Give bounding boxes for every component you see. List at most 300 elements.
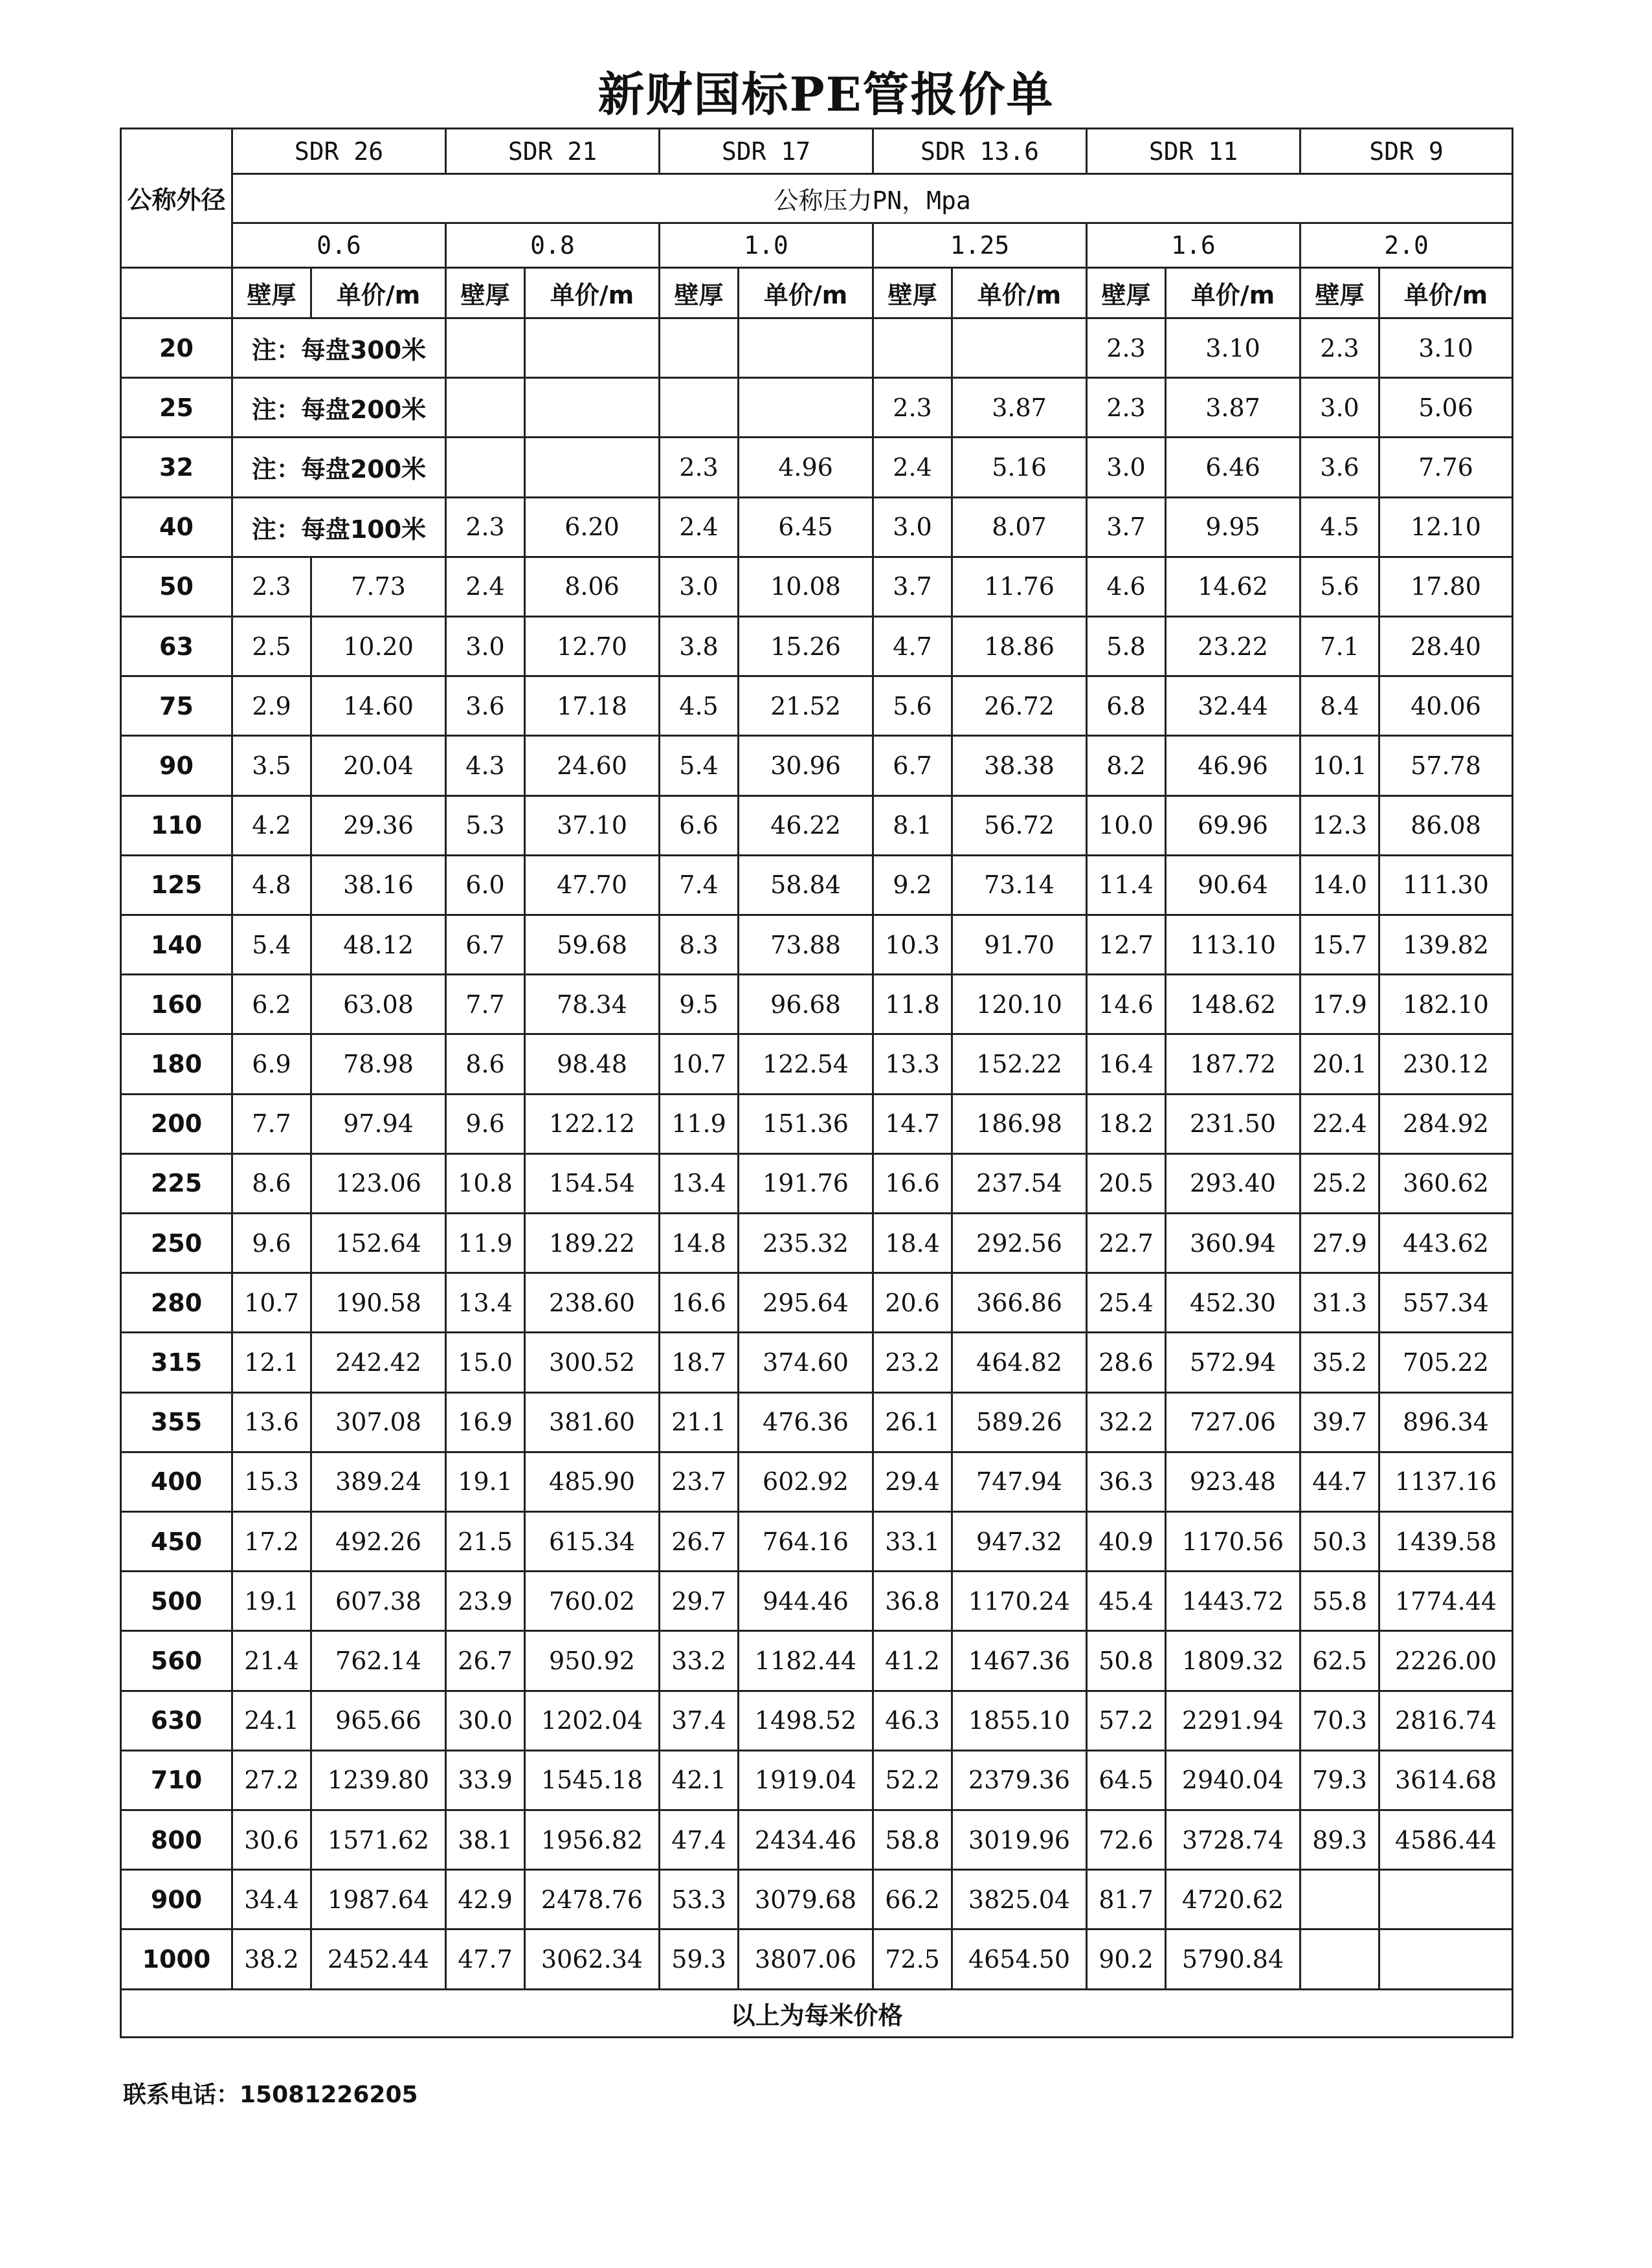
wall-thickness-cell: 10.1: [1300, 736, 1379, 795]
wall-thickness-cell: 16.6: [873, 1153, 952, 1213]
price-header: 单价/m: [1379, 267, 1513, 318]
unit-price-cell: 1987.64: [311, 1870, 446, 1929]
unit-price-cell: 2226.00: [1379, 1631, 1513, 1691]
unit-price-cell: 78.34: [525, 975, 660, 1034]
unit-price-cell: 485.90: [525, 1452, 660, 1511]
wall-thickness-cell: [1300, 1870, 1379, 1929]
table-row: [121, 557, 1513, 616]
outer-diameter-cell: 630: [121, 1691, 232, 1750]
unit-price-cell: 2291.94: [1166, 1691, 1300, 1750]
wall-thickness-cell: 23.7: [660, 1452, 739, 1511]
wall-thickness-cell: 2.5: [232, 616, 311, 676]
od-header: 公称外径: [121, 129, 232, 268]
wall-thickness-cell: 2.4: [446, 557, 525, 616]
wall-thickness-cell: 79.3: [1300, 1750, 1379, 1810]
unit-price-cell: 182.10: [1379, 975, 1513, 1034]
unit-price-cell: 151.36: [739, 1094, 873, 1153]
table-row: [121, 1810, 1513, 1870]
thickness-header: 壁厚: [1300, 267, 1379, 318]
wall-thickness-cell: 6.0: [446, 855, 525, 915]
table-row: [121, 676, 1513, 736]
wall-thickness-cell: 16.6: [660, 1273, 739, 1333]
wall-thickness-cell: 14.7: [873, 1094, 952, 1153]
outer-diameter-cell: 900: [121, 1870, 232, 1929]
wall-thickness-cell: 50.3: [1300, 1512, 1379, 1572]
wall-thickness-cell: 52.2: [873, 1750, 952, 1810]
unit-price-cell: [739, 318, 873, 377]
unit-price-cell: 231.50: [1166, 1094, 1300, 1153]
wall-thickness-cell: 12.1: [232, 1333, 311, 1392]
unit-price-cell: 300.52: [525, 1333, 660, 1392]
wall-thickness-cell: 9.2: [873, 855, 952, 915]
wall-thickness-cell: 3.5: [232, 736, 311, 795]
unit-price-cell: 1170.24: [952, 1572, 1087, 1631]
wall-thickness-cell: 89.3: [1300, 1810, 1379, 1870]
outer-diameter-cell: 40: [121, 497, 232, 557]
price-header: 单价/m: [311, 267, 446, 318]
pn-header: 1.0: [660, 223, 873, 267]
unit-price-cell: 24.60: [525, 736, 660, 795]
unit-price-cell: 235.32: [739, 1214, 873, 1273]
wall-thickness-cell: 19.1: [232, 1572, 311, 1631]
wall-thickness-cell: 6.2: [232, 975, 311, 1034]
unit-price-cell: 122.12: [525, 1094, 660, 1153]
wall-thickness-cell: 9.6: [232, 1214, 311, 1273]
wall-thickness-cell: 11.4: [1087, 855, 1166, 915]
table-row: [121, 736, 1513, 795]
unit-price-cell: 366.86: [952, 1273, 1087, 1333]
outer-diameter-cell: 280: [121, 1273, 232, 1333]
table-row: [121, 1691, 1513, 1750]
unit-price-cell: 1571.62: [311, 1810, 446, 1870]
wall-thickness-cell: 13.3: [873, 1034, 952, 1094]
wall-thickness-cell: 27.9: [1300, 1214, 1379, 1273]
wall-thickness-cell: 57.2: [1087, 1691, 1166, 1750]
outer-diameter-cell: 315: [121, 1333, 232, 1392]
wall-thickness-cell: 4.3: [446, 736, 525, 795]
outer-diameter-cell: 225: [121, 1153, 232, 1213]
unit-price-cell: 1956.82: [525, 1810, 660, 1870]
wall-thickness-cell: 10.8: [446, 1153, 525, 1213]
unit-price-cell: 21.52: [739, 676, 873, 736]
unit-price-cell: 360.94: [1166, 1214, 1300, 1273]
thickness-header: 壁厚: [873, 267, 952, 318]
unit-price-cell: 14.60: [311, 676, 446, 736]
wall-thickness-cell: 21.4: [232, 1631, 311, 1691]
wall-thickness-cell: 2.4: [660, 497, 739, 557]
unit-price-cell: 23.22: [1166, 616, 1300, 676]
unit-price-cell: 1545.18: [525, 1750, 660, 1810]
wall-thickness-cell: 2.4: [873, 438, 952, 497]
pn-header: 1.25: [873, 223, 1087, 267]
wall-thickness-cell: 45.4: [1087, 1572, 1166, 1631]
unit-price-cell: 40.06: [1379, 676, 1513, 736]
unit-price-cell: [525, 438, 660, 497]
wall-thickness-cell: 3.6: [1300, 438, 1379, 497]
unit-price-cell: 3.87: [1166, 378, 1300, 438]
wall-thickness-cell: 5.6: [873, 676, 952, 736]
unit-price-cell: 38.16: [311, 855, 446, 915]
unit-price-cell: 242.42: [311, 1333, 446, 1392]
unit-price-cell: 1467.36: [952, 1631, 1087, 1691]
unit-price-cell: 152.64: [311, 1214, 446, 1273]
wall-thickness-cell: 50.8: [1087, 1631, 1166, 1691]
unit-price-cell: 360.62: [1379, 1153, 1513, 1213]
table-row: [121, 497, 1513, 557]
wall-thickness-cell: 47.7: [446, 1929, 525, 1989]
unit-price-cell: 4654.50: [952, 1929, 1087, 1989]
wall-thickness-cell: 90.2: [1087, 1929, 1166, 1989]
unit-price-cell: 148.62: [1166, 975, 1300, 1034]
unit-price-cell: 464.82: [952, 1333, 1087, 1392]
wall-thickness-cell: 10.7: [660, 1034, 739, 1094]
footer-row: [121, 1989, 1513, 2037]
unit-price-cell: 1498.52: [739, 1691, 873, 1750]
wall-thickness-cell: 2.3: [446, 497, 525, 557]
wall-thickness-cell: 9.6: [446, 1094, 525, 1153]
unit-price-cell: 1182.44: [739, 1631, 873, 1691]
wall-thickness-cell: 25.2: [1300, 1153, 1379, 1213]
table-row: [121, 795, 1513, 855]
unit-price-cell: 572.94: [1166, 1333, 1300, 1392]
unit-price-cell: 2478.76: [525, 1870, 660, 1929]
unit-price-cell: 5.16: [952, 438, 1087, 497]
unit-price-cell: 120.10: [952, 975, 1087, 1034]
wall-thickness-cell: 39.7: [1300, 1392, 1379, 1452]
unit-price-cell: 3614.68: [1379, 1750, 1513, 1810]
unit-price-cell: 389.24: [311, 1452, 446, 1511]
unit-price-cell: 46.96: [1166, 736, 1300, 795]
unit-price-cell: 381.60: [525, 1392, 660, 1452]
unit-price-cell: 3.10: [1166, 318, 1300, 377]
wall-thickness-cell: 47.4: [660, 1810, 739, 1870]
unit-price-cell: 10.20: [311, 616, 446, 676]
unit-price-cell: 28.40: [1379, 616, 1513, 676]
wall-thickness-cell: 38.2: [232, 1929, 311, 1989]
unit-price-cell: 6.46: [1166, 438, 1300, 497]
wall-thickness-cell: 30.6: [232, 1810, 311, 1870]
wall-thickness-cell: 2.3: [1087, 378, 1166, 438]
table-row: [121, 1214, 1513, 1273]
pn-header: 2.0: [1300, 223, 1513, 267]
wall-thickness-cell: 29.7: [660, 1572, 739, 1631]
wall-thickness-cell: 7.7: [446, 975, 525, 1034]
wall-thickness-cell: 34.4: [232, 1870, 311, 1929]
price-header: 单价/m: [952, 267, 1087, 318]
unit-price-cell: 762.14: [311, 1631, 446, 1691]
unit-price-cell: 1439.58: [1379, 1512, 1513, 1572]
wall-thickness-cell: 4.2: [232, 795, 311, 855]
thickness-header: 壁厚: [1087, 267, 1166, 318]
contact-phone: 联系电话：15081226205: [123, 2082, 418, 2108]
price-table-body: [121, 129, 1513, 2038]
wall-thickness-cell: 11.8: [873, 975, 952, 1034]
wall-thickness-cell: [660, 378, 739, 438]
table-row: [121, 1452, 1513, 1511]
outer-diameter-cell: 560: [121, 1631, 232, 1691]
unit-price-cell: 965.66: [311, 1691, 446, 1750]
wall-thickness-cell: 16.9: [446, 1392, 525, 1452]
wall-thickness-cell: 15.3: [232, 1452, 311, 1511]
wall-thickness-cell: 46.3: [873, 1691, 952, 1750]
wall-thickness-cell: 20.5: [1087, 1153, 1166, 1213]
unit-price-cell: 293.40: [1166, 1153, 1300, 1213]
unit-price-cell: 1855.10: [952, 1691, 1087, 1750]
unit-price-cell: 30.96: [739, 736, 873, 795]
thickness-header: 壁厚: [232, 267, 311, 318]
unit-price-cell: 1170.56: [1166, 1512, 1300, 1572]
unit-price-cell: 152.22: [952, 1034, 1087, 1094]
pn-header: 1.6: [1087, 223, 1300, 267]
unit-price-cell: 3019.96: [952, 1810, 1087, 1870]
unit-price-cell: 295.64: [739, 1273, 873, 1333]
unit-price-cell: 20.04: [311, 736, 446, 795]
outer-diameter-cell: 800: [121, 1810, 232, 1870]
wall-thickness-cell: 58.8: [873, 1810, 952, 1870]
wall-thickness-cell: 25.4: [1087, 1273, 1166, 1333]
price-header: 单价/m: [525, 267, 660, 318]
unit-price-cell: 2816.74: [1379, 1691, 1513, 1750]
wall-thickness-cell: 3.7: [1087, 497, 1166, 557]
outer-diameter-cell: 500: [121, 1572, 232, 1631]
wall-thickness-cell: 42.9: [446, 1870, 525, 1929]
wall-thickness-cell: 3.8: [660, 616, 739, 676]
wall-thickness-cell: 10.3: [873, 915, 952, 975]
unit-price-cell: 86.08: [1379, 795, 1513, 855]
coil-length-note: 注：每盘200米: [232, 378, 446, 438]
wall-thickness-cell: 42.1: [660, 1750, 739, 1810]
wall-thickness-cell: 16.4: [1087, 1034, 1166, 1094]
wall-thickness-cell: 8.3: [660, 915, 739, 975]
unit-price-cell: 113.10: [1166, 915, 1300, 975]
unit-price-cell: 73.14: [952, 855, 1087, 915]
unit-price-cell: 237.54: [952, 1153, 1087, 1213]
wall-thickness-cell: 23.2: [873, 1333, 952, 1392]
outer-diameter-cell: 20: [121, 318, 232, 377]
unit-price-cell: 29.36: [311, 795, 446, 855]
wall-thickness-cell: 20.6: [873, 1273, 952, 1333]
wall-thickness-cell: 10.7: [232, 1273, 311, 1333]
wall-thickness-cell: 33.9: [446, 1750, 525, 1810]
wall-thickness-cell: 5.4: [232, 915, 311, 975]
wall-thickness-cell: 5.6: [1300, 557, 1379, 616]
unit-price-cell: 5790.84: [1166, 1929, 1300, 1989]
unit-price-cell: 26.72: [952, 676, 1087, 736]
table-row: [121, 1273, 1513, 1333]
wall-thickness-cell: 22.7: [1087, 1214, 1166, 1273]
wall-thickness-cell: 30.0: [446, 1691, 525, 1750]
unit-price-cell: 307.08: [311, 1392, 446, 1452]
subheader-row: [121, 267, 1513, 318]
outer-diameter-cell: 25: [121, 378, 232, 438]
unit-price-cell: 2379.36: [952, 1750, 1087, 1810]
unit-price-cell: 2452.44: [311, 1929, 446, 1989]
table-row: [121, 1034, 1513, 1094]
table-row: [121, 855, 1513, 915]
wall-thickness-cell: 6.7: [873, 736, 952, 795]
unit-price-cell: 69.96: [1166, 795, 1300, 855]
unit-price-cell: 1202.04: [525, 1691, 660, 1750]
outer-diameter-cell: 710: [121, 1750, 232, 1810]
table-row: [121, 1333, 1513, 1392]
wall-thickness-cell: 2.9: [232, 676, 311, 736]
unit-price-cell: 284.92: [1379, 1094, 1513, 1153]
wall-thickness-cell: 7.7: [232, 1094, 311, 1153]
unit-price-cell: 32.44: [1166, 676, 1300, 736]
wall-thickness-cell: 20.1: [1300, 1034, 1379, 1094]
wall-thickness-cell: 6.8: [1087, 676, 1166, 736]
wall-thickness-cell: [660, 318, 739, 377]
table-row: [121, 1572, 1513, 1631]
wall-thickness-cell: 53.3: [660, 1870, 739, 1929]
sdr-header: SDR 9: [1300, 129, 1513, 174]
outer-diameter-cell: 355: [121, 1392, 232, 1452]
unit-price-cell: 96.68: [739, 975, 873, 1034]
unit-price-cell: 11.76: [952, 557, 1087, 616]
outer-diameter-cell: 50: [121, 557, 232, 616]
wall-thickness-cell: 41.2: [873, 1631, 952, 1691]
unit-price-cell: 91.70: [952, 915, 1087, 975]
unit-price-cell: 2434.46: [739, 1810, 873, 1870]
unit-price-cell: [1379, 1870, 1513, 1929]
wall-thickness-cell: 27.2: [232, 1750, 311, 1810]
unit-price-cell: [952, 318, 1087, 377]
unit-price-cell: 7.73: [311, 557, 446, 616]
wall-thickness-cell: 31.3: [1300, 1273, 1379, 1333]
unit-price-cell: 3.10: [1379, 318, 1513, 377]
pn-header: 0.8: [446, 223, 660, 267]
wall-thickness-cell: 64.5: [1087, 1750, 1166, 1810]
wall-thickness-cell: 8.1: [873, 795, 952, 855]
wall-thickness-cell: 2.3: [660, 438, 739, 497]
unit-price-cell: 443.62: [1379, 1214, 1513, 1273]
wall-thickness-cell: 3.6: [446, 676, 525, 736]
wall-thickness-cell: 12.3: [1300, 795, 1379, 855]
wall-thickness-cell: 59.3: [660, 1929, 739, 1989]
table-row: [121, 1392, 1513, 1452]
unit-price-cell: 190.58: [311, 1273, 446, 1333]
wall-thickness-cell: 35.2: [1300, 1333, 1379, 1392]
pressure-header: 公称压力PN，Mpa: [232, 174, 1513, 223]
outer-diameter-cell: 75: [121, 676, 232, 736]
table-row: [121, 1094, 1513, 1153]
unit-price-cell: 58.84: [739, 855, 873, 915]
wall-thickness-cell: 62.5: [1300, 1631, 1379, 1691]
thickness-header: 壁厚: [660, 267, 739, 318]
unit-price-cell: 37.10: [525, 795, 660, 855]
page-title: 新财国标PE管报价单: [597, 67, 1055, 122]
sdr-header: SDR 26: [232, 129, 446, 174]
table-row: [121, 1750, 1513, 1810]
unit-price-cell: 111.30: [1379, 855, 1513, 915]
wall-thickness-cell: 36.8: [873, 1572, 952, 1631]
unit-price-cell: 615.34: [525, 1512, 660, 1572]
wall-thickness-cell: 7.1: [1300, 616, 1379, 676]
wall-thickness-cell: 13.4: [660, 1153, 739, 1213]
wall-thickness-cell: [446, 378, 525, 438]
wall-thickness-cell: 70.3: [1300, 1691, 1379, 1750]
unit-price-cell: 764.16: [739, 1512, 873, 1572]
unit-price-cell: 56.72: [952, 795, 1087, 855]
sdr-header: SDR 17: [660, 129, 873, 174]
wall-thickness-cell: 9.5: [660, 975, 739, 1034]
price-header: 单价/m: [1166, 267, 1300, 318]
sdr-header: SDR 11: [1087, 129, 1300, 174]
unit-price-cell: 78.98: [311, 1034, 446, 1094]
wall-thickness-cell: 8.2: [1087, 736, 1166, 795]
unit-price-cell: 1137.16: [1379, 1452, 1513, 1511]
coil-length-note: 注：每盘100米: [232, 497, 446, 557]
unit-price-cell: 47.70: [525, 855, 660, 915]
wall-thickness-cell: 72.6: [1087, 1810, 1166, 1870]
unit-price-cell: 57.78: [1379, 736, 1513, 795]
unit-price-cell: 123.06: [311, 1153, 446, 1213]
unit-price-cell: 374.60: [739, 1333, 873, 1392]
outer-diameter-cell: 140: [121, 915, 232, 975]
unit-price-cell: 6.20: [525, 497, 660, 557]
wall-thickness-cell: 4.5: [660, 676, 739, 736]
wall-thickness-cell: 3.0: [446, 616, 525, 676]
wall-thickness-cell: 32.2: [1087, 1392, 1166, 1452]
unit-price-cell: 48.12: [311, 915, 446, 975]
wall-thickness-cell: 8.6: [232, 1153, 311, 1213]
wall-thickness-cell: 10.0: [1087, 795, 1166, 855]
wall-thickness-cell: 2.3: [232, 557, 311, 616]
price-header: 单价/m: [739, 267, 873, 318]
unit-price-cell: 230.12: [1379, 1034, 1513, 1094]
wall-thickness-cell: 40.9: [1087, 1512, 1166, 1572]
wall-thickness-cell: [446, 318, 525, 377]
unit-price-cell: 154.54: [525, 1153, 660, 1213]
wall-thickness-cell: 37.4: [660, 1691, 739, 1750]
wall-thickness-cell: 3.0: [660, 557, 739, 616]
table-row: [121, 378, 1513, 438]
wall-thickness-cell: 11.9: [660, 1094, 739, 1153]
unit-price-cell: 6.45: [739, 497, 873, 557]
wall-thickness-cell: 26.1: [873, 1392, 952, 1452]
table-row: [121, 1870, 1513, 1929]
unit-price-cell: 90.64: [1166, 855, 1300, 915]
unit-price-cell: [525, 378, 660, 438]
outer-diameter-cell: 180: [121, 1034, 232, 1094]
unit-price-cell: 139.82: [1379, 915, 1513, 975]
wall-thickness-cell: 24.1: [232, 1691, 311, 1750]
unit-price-cell: 1443.72: [1166, 1572, 1300, 1631]
wall-thickness-cell: 2.3: [1300, 318, 1379, 377]
unit-price-cell: 2940.04: [1166, 1750, 1300, 1810]
unit-price-cell: 12.70: [525, 616, 660, 676]
wall-thickness-cell: 22.4: [1300, 1094, 1379, 1153]
pn-header-row: [121, 223, 1513, 267]
wall-thickness-cell: 4.7: [873, 616, 952, 676]
unit-price-cell: 4.96: [739, 438, 873, 497]
unit-price-cell: [1379, 1929, 1513, 1989]
wall-thickness-cell: 5.3: [446, 795, 525, 855]
wall-thickness-cell: [1300, 1929, 1379, 1989]
unit-price-cell: 602.92: [739, 1452, 873, 1511]
outer-diameter-cell: 250: [121, 1214, 232, 1273]
wall-thickness-cell: 66.2: [873, 1870, 952, 1929]
wall-thickness-cell: 3.0: [1087, 438, 1166, 497]
coil-length-note: 注：每盘200米: [232, 438, 446, 497]
unit-price-cell: 17.18: [525, 676, 660, 736]
wall-thickness-cell: 17.2: [232, 1512, 311, 1572]
table-row: [121, 1631, 1513, 1691]
unit-price-cell: 7.76: [1379, 438, 1513, 497]
wall-thickness-cell: 2.3: [1087, 318, 1166, 377]
wall-thickness-cell: 26.7: [660, 1512, 739, 1572]
unit-price-cell: 1239.80: [311, 1750, 446, 1810]
